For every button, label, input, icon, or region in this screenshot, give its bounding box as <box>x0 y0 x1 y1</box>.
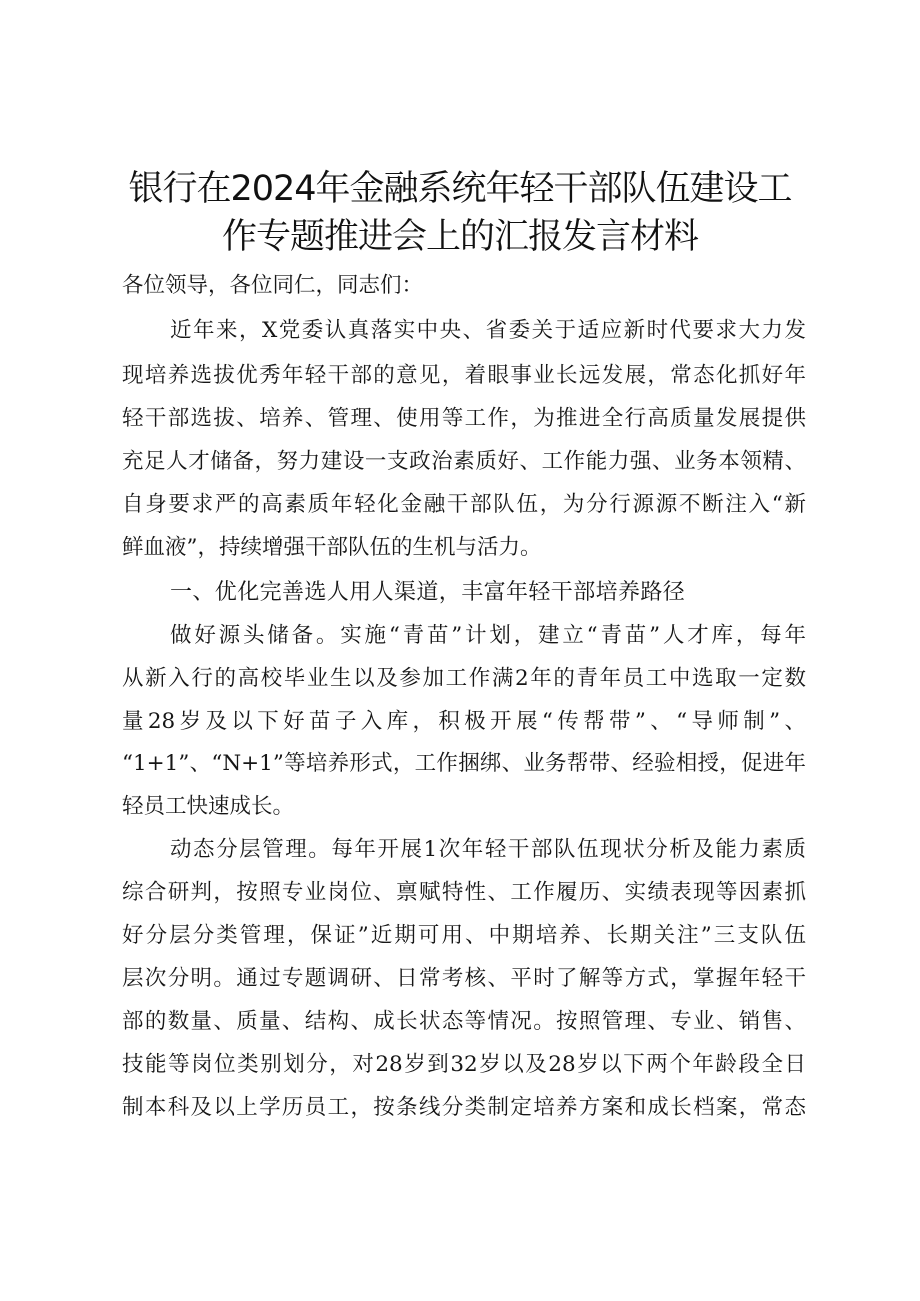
dynamic-para-line-2: 综合研判，按照专业岗位、禀赋特性、工作履历、实绩表现等因素抓 <box>122 880 806 905</box>
intro-line-3: 轻干部选拔、培养、管理、使用等工作，为推进全行高质量发展提供 <box>122 406 806 431</box>
section-1-heading: 一、优化完善选人用人渠道，丰富年轻干部培养路径 <box>170 580 686 605</box>
dynamic-para-line-6: 技能等岗位类别划分，对28岁到32岁以及28岁以下两个年龄段全日 <box>122 1052 806 1077</box>
dynamic-para-line-5: 部的数量、质量、结构、成长状态等情况。按照管理、专业、销售、 <box>122 1009 806 1034</box>
source-para-line-4: “1+1”、“N+1”等培养形式，工作捆绑、业务帮带、经验相授，促进年 <box>122 751 806 776</box>
source-para-line-1: 做好源头储备。实施“青苗”计划，建立“青苗”人才库，每年 <box>170 623 806 648</box>
source-para-line-2: 从新入行的高校毕业生以及参加工作满2年的青年员工中选取一定数 <box>122 666 806 691</box>
source-para-line-3: 量28岁及以下好苗子入库，积极开展“传帮带”、“导师制”、 <box>122 709 806 734</box>
intro-line-4: 充足人才储备，努力建设一支政治素质好、工作能力强、业务本领精、 <box>122 449 806 474</box>
intro-line-6: 鲜血液”，持续增强干部队伍的生机与活力。 <box>122 535 542 560</box>
salutation: 各位领导，各位同仁，同志们： <box>122 273 424 298</box>
dynamic-para-line-1: 动态分层管理。每年开展1次年轻干部队伍现状分析及能力素质 <box>170 837 806 862</box>
document-title-line-1: 银行在2024年金融系统年轻干部队伍建设工 <box>128 169 792 209</box>
document-title-line-2: 作专题推进会上的汇报发言材料 <box>221 217 698 257</box>
dynamic-para-line-4: 层次分明。通过专题调研、日常考核、平时了解等方式，掌握年轻干 <box>122 966 806 991</box>
intro-line-1: 近年来，X党委认真落实中央、省委关于适应新时代要求大力发 <box>170 318 806 343</box>
dynamic-para-line-3: 好分层分类管理，保证”近期可用、中期培养、长期关注”三支队伍 <box>122 923 806 948</box>
dynamic-para-line-7: 制本科及以上学历员工，按条线分类制定培养方案和成长档案，常态 <box>122 1095 806 1120</box>
intro-line-2: 现培养选拔优秀年轻干部的意见，着眼事业长远发展，常态化抓好年 <box>122 363 806 388</box>
source-para-line-5: 轻员工快速成长。 <box>122 794 295 819</box>
intro-line-5: 自身要求严的高素质年轻化金融干部队伍，为分行源源不断注入“新 <box>122 492 806 517</box>
